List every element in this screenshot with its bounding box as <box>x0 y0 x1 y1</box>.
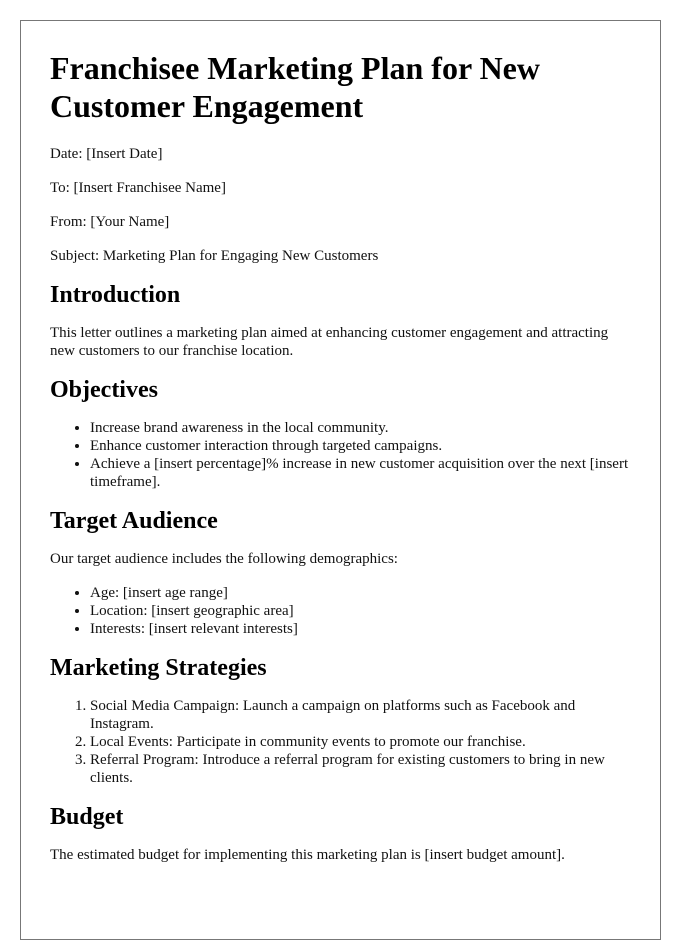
document-title: Franchisee Marketing Plan for New Customer Engagement <box>50 50 540 124</box>
list-item: • Enhance customer interaction through targeted campaigns. <box>90 437 631 455</box>
strategies-list <box>50 697 631 787</box>
objectives-heading: Objectives <box>50 377 158 403</box>
list-item: 2. Local Events: Participate in community events to promote our franchise. <box>90 733 631 751</box>
objectives-section <box>50 376 631 491</box>
list-item: 1. Social Media Campaign: Launch a campaign on platforms such as Facebook and Instagram. <box>90 697 631 733</box>
budget-section <box>50 803 631 864</box>
letter-header <box>50 145 631 265</box>
list-item: • Interests: [insert relevant interests] <box>90 620 631 638</box>
from-line: From: [Your Name] <box>50 214 170 230</box>
list-item: 3. Referral Program: Introduce a referral program for existing customers to bring in new clients. <box>90 751 631 787</box>
target-audience-section <box>50 507 631 638</box>
marketing-strategies-heading: Marketing Strategies <box>50 655 267 681</box>
letter-page <box>20 20 661 940</box>
marketing-strategies-section <box>50 654 631 787</box>
objectives-list <box>50 419 631 491</box>
budget-heading: Budget <box>50 804 124 830</box>
introduction-section <box>50 281 631 360</box>
budget-text: The estimated budget for implementing this marketing plan is [insert budget amount]. <box>50 847 565 863</box>
subject-line: Subject: Marketing Plan for Engaging New Customers <box>50 248 379 264</box>
list-item: • Increase brand awareness in the local community. <box>90 419 631 437</box>
list-item: • Location: [insert geographic area] <box>90 602 631 620</box>
date-line: Date: [Insert Date] <box>50 146 163 162</box>
list-item: • Achieve a [insert percentage]% increase in new customer acquisition over the next [insert timeframe]. <box>90 455 631 491</box>
target-audience-text: Our target audience includes the following demographics: <box>50 551 398 567</box>
introduction-text: This letter outlines a marketing plan aimed at enhancing customer engagement and attracting new customers to our franchise location. <box>50 325 609 359</box>
list-item: • Age: [insert age range] <box>90 584 631 602</box>
introduction-heading: Introduction <box>50 282 181 308</box>
to-line: To: [Insert Franchisee Name] <box>50 180 226 196</box>
demographics-list <box>50 584 631 638</box>
target-audience-heading: Target Audience <box>50 508 218 534</box>
